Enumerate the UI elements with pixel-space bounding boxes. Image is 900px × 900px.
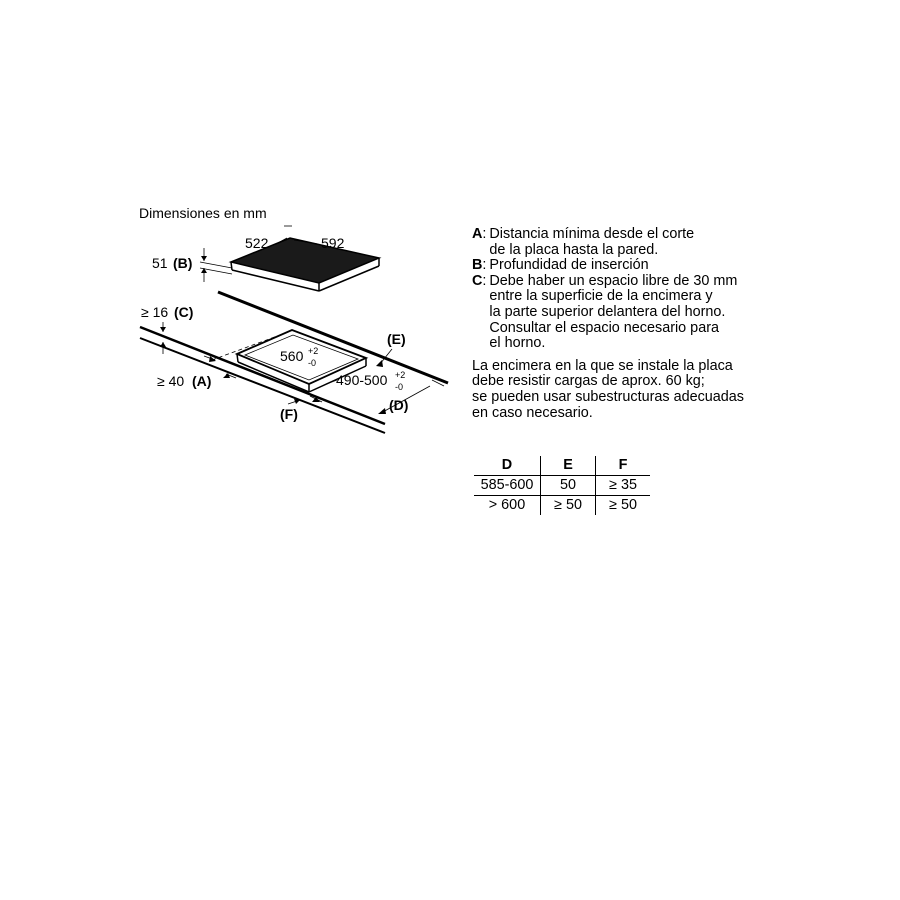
label-depth: 592 (321, 235, 345, 251)
legend-text-c-4: Consultar el espacio necesario para (489, 319, 719, 336)
table-cell: ≥ 35 (596, 476, 651, 496)
table-row (474, 496, 650, 516)
legend (472, 227, 792, 421)
legend-item-a: A : Distancia mínima desde el corte de la placa hasta la pared. (472, 227, 792, 258)
label-min-gap: ≥ 16 (141, 304, 169, 320)
label-min-gap-key: (C) (174, 304, 194, 320)
load-note-line-2: debe resistir cargas de aprox. 60 kg; (472, 373, 705, 390)
load-note (472, 359, 792, 421)
table-cell: 585-600 (474, 476, 541, 496)
label-cut-width-tol-minus: -0 (308, 358, 317, 368)
legend-key-b: B (472, 257, 483, 274)
legend-text-b-1: Profundidad de inserción (489, 257, 649, 274)
d-dimension (378, 380, 444, 414)
legend-item-c: C : Debe haber un espacio libre de 30 mm entre la superficie de la encimera y la parte superior delantera del horno. Consultar el espacio necesario para el horno. (472, 274, 792, 352)
legend-text-c-2: entre la superficie de la encimera y (489, 288, 713, 305)
label-height: 51 (152, 255, 168, 271)
legend-text-c-5: el horno. (489, 335, 546, 352)
table-row (474, 476, 650, 496)
diagram-caption: Dimensiones en mm (139, 205, 267, 221)
label-f: (F) (280, 406, 298, 422)
table-header-f: F (596, 456, 651, 476)
label-e: (E) (387, 331, 406, 347)
label-wall-gap-key: (A) (192, 373, 212, 389)
table-cell: 50 (541, 476, 596, 496)
label-height-key: (B) (173, 255, 193, 271)
table-header-row (474, 456, 650, 476)
label-cut-width: 560 (280, 348, 304, 364)
cutout-width-label (280, 346, 318, 368)
dimensions-table (474, 456, 650, 515)
cutout-depth-label (326, 370, 405, 392)
legend-key-a: A (472, 226, 483, 242)
legend-text-a-2: de la placa hasta la pared. (489, 241, 659, 258)
table-header-d: D (474, 456, 541, 476)
legend-text-c-3: la parte superior delantera del horno. (489, 303, 726, 320)
table-cell: ≥ 50 (541, 496, 596, 516)
legend-text-c-1: Debe haber un espacio libre de 30 mm (489, 272, 738, 289)
legend-text-a-1: Distancia mínima desde el corte (489, 226, 695, 242)
label-d: (D) (389, 397, 409, 413)
label-wall-gap: ≥ 40 (157, 373, 185, 389)
hob-edge-front (231, 262, 232, 270)
label-cut-width-tol-plus: +2 (308, 346, 319, 356)
label-width: 522 (245, 235, 269, 251)
table-cell: > 600 (488, 497, 526, 513)
load-note-line-3: se pueden usar subestructuras adecuadas (472, 388, 745, 405)
load-note-line-4: en caso necesario. (472, 404, 593, 421)
table-header-e: E (541, 456, 596, 476)
table-cell: ≥ 50 (596, 496, 651, 516)
legend-key-c: C (472, 272, 483, 289)
label-cut-depth-tol-plus: +2 (395, 370, 406, 380)
label-cut-depth-tol-minus: -0 (395, 382, 404, 392)
legend-item-b: B : Profundidad de inserción (472, 258, 792, 274)
load-note-line-1: La encimera en la que se instale la placa (472, 357, 733, 374)
height-dimension-marker (200, 248, 232, 282)
label-cut-depth: 490-500 (336, 372, 388, 388)
